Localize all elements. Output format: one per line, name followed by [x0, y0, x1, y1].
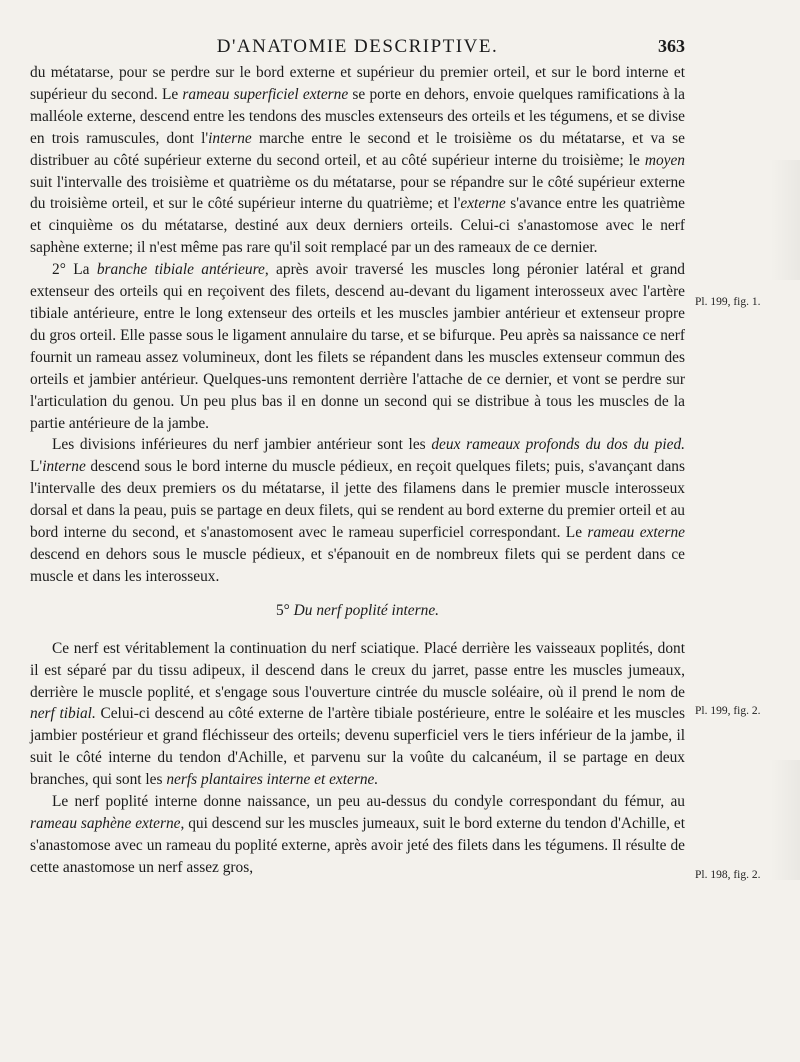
text-run: 2° La: [52, 261, 97, 279]
margin-note-plate-ref: Pl. 198, fig. 2.: [695, 869, 761, 881]
text-run: L': [30, 458, 43, 476]
italic-term: moyen: [644, 151, 685, 169]
text-run: s'avance entre les quatrième et cinquième os du métatarse, destiné aux deux derniers orteils. Celui-ci s'anastomose avec le nerf saphène externe; il n'est même pas rare qu'il soit remplacé par un des rameaux de ce dernier.: [30, 195, 685, 257]
page-edge-shadow: [770, 160, 800, 280]
text-run: , après avoir traversé les muscles long péronier latéral et grand extenseur des orteils qui en reçoivent des filets, descend au-devant du ligament interosseux avec l'artère tibiale antérieure, entre le long extenseur des orteils et les muscles jambier antérieur et extenseur propre du gros orteil. Elle passe sous le ligament annulaire du tarse, et se bifurque. Peu après sa naissance ce nerf fournit un rameau assez volumineux, dont les filets se répandent dans les muscles extenseur commun des orteils et jambier antérieur. Quelques-uns remontent derrière l'attache de ce dernier, et vont se perdre sur l'articulation du genou. Un peu plus bas il en donne un second qui se distribue à tous les muscles de la partie antérieure de la jambe.: [30, 261, 686, 432]
margin-note-plate-ref: Pl. 199, fig. 2.: [695, 705, 761, 717]
text-run: du métatarse, pour se perdre sur le bord externe et supérieur du premier orteil, et sur le bord interne et supérieur du second. Le: [30, 64, 685, 103]
italic-term: rameau saphène externe: [30, 815, 181, 832]
italic-term: interne: [208, 129, 252, 147]
italic-term: nerfs plantaires interne et externe.: [166, 771, 379, 789]
italic-term: nerf tibial.: [30, 705, 96, 723]
page-header: [30, 34, 685, 60]
paragraph: [30, 791, 685, 879]
paragraph: [30, 434, 685, 587]
italic-term: rameau superficiel externe: [182, 85, 349, 103]
italic-term: deux rameaux profonds du dos du pied.: [431, 436, 685, 454]
text-run: Les divisions inférieures du nerf jambier antérieur sont les: [52, 436, 432, 454]
text-run: marche entre le second et le troisième os du métatarse, et va se distribuer au côté supérieur externe du second orteil, et au côté supérieur interne du troisième; le: [30, 129, 685, 169]
text-run: suit l'intervalle des troisième et quatrième os du métatarse, pour se répandre sur le côté supérieur externe du troisième orteil, et sur le côté supérieur interne du quatrième; et l': [30, 173, 685, 213]
italic-term: rameau externe: [587, 524, 685, 542]
italic-term: externe: [460, 195, 506, 213]
text-run: descend en dehors sous le muscle pédieux, et s'épanouit en de nombreux filets qui se perdent dans ce muscle et dans les interosseux.: [30, 545, 685, 585]
paragraph: [30, 638, 685, 791]
running-title: D'ANATOMIE DESCRIPTIVE.: [216, 36, 499, 57]
text-run: , qui descend sur les muscles jumeaux, suit le bord externe du tendon d'Achille, et s'anastomose avec un rameau du poplité externe, après avoir jeté des filets dans les tégumens. Il résulte de cette anastomose un nerf assez gros,: [30, 815, 685, 876]
page-edge-shadow: [770, 760, 800, 880]
section-heading: [30, 600, 685, 622]
text-run: Celui-ci descend au côté externe de l'artère tibiale postérieure, entre le soléaire et les muscles jambier postérieur et grand fléchisseur des orteils; devenu superficiel vers le tiers inférieur de la jambe, il suit le côté interne du tendon d'Achille, et parvenu sur la voûte du calcanéum, il se partage en deux branches, qui sont les: [30, 705, 685, 789]
italic-term: branche tibiale antérieure: [96, 261, 265, 279]
text-run: descend sous le bord interne du muscle pédieux, en reçoit quelques filets; puis, s'avançant dans l'intervalle des deux premiers os du métatarse, il jette des filamens dans le premier muscle interosseux dorsal et dans la peau, puis se partage en deux filets, qui se rendent au bord externe du premier orteil et au bord interne du second, et s'anastomosent avec le rameau superficiel correspondant. Le: [30, 458, 685, 542]
text-run: Le nerf poplité interne donne naissance, un peu au-dessus du condyle correspondant du fémur, au: [52, 793, 685, 811]
section-number: 5°: [275, 601, 294, 619]
text-run: se porte en dehors, envoie quelques ramifications à la malléole externe, descend entre les tendons des muscles extenseurs des orteils et les tégumens, et se divise en trois ramuscules, dont l': [30, 85, 685, 147]
body-text: [30, 62, 685, 879]
page-number: 363: [658, 36, 685, 56]
section-title: Du nerf poplité interne.: [293, 601, 440, 619]
text-run: Ce nerf est véritablement la continuation du nerf sciatique. Placé derrière les vaisseaux poplités, dont il est séparé par du tissu adipeux, il descend dans le creux du jarret, passe entre les muscles jumeaux, derrière le muscle poplité, et s'engage sous l'ouverture cintrée du muscle soléaire, où il prend le nom de: [30, 639, 685, 701]
italic-term: interne: [42, 458, 86, 476]
margin-note-plate-ref: Pl. 199, fig. 1.: [695, 296, 761, 308]
paragraph: [30, 62, 685, 259]
paragraph: [30, 259, 685, 434]
